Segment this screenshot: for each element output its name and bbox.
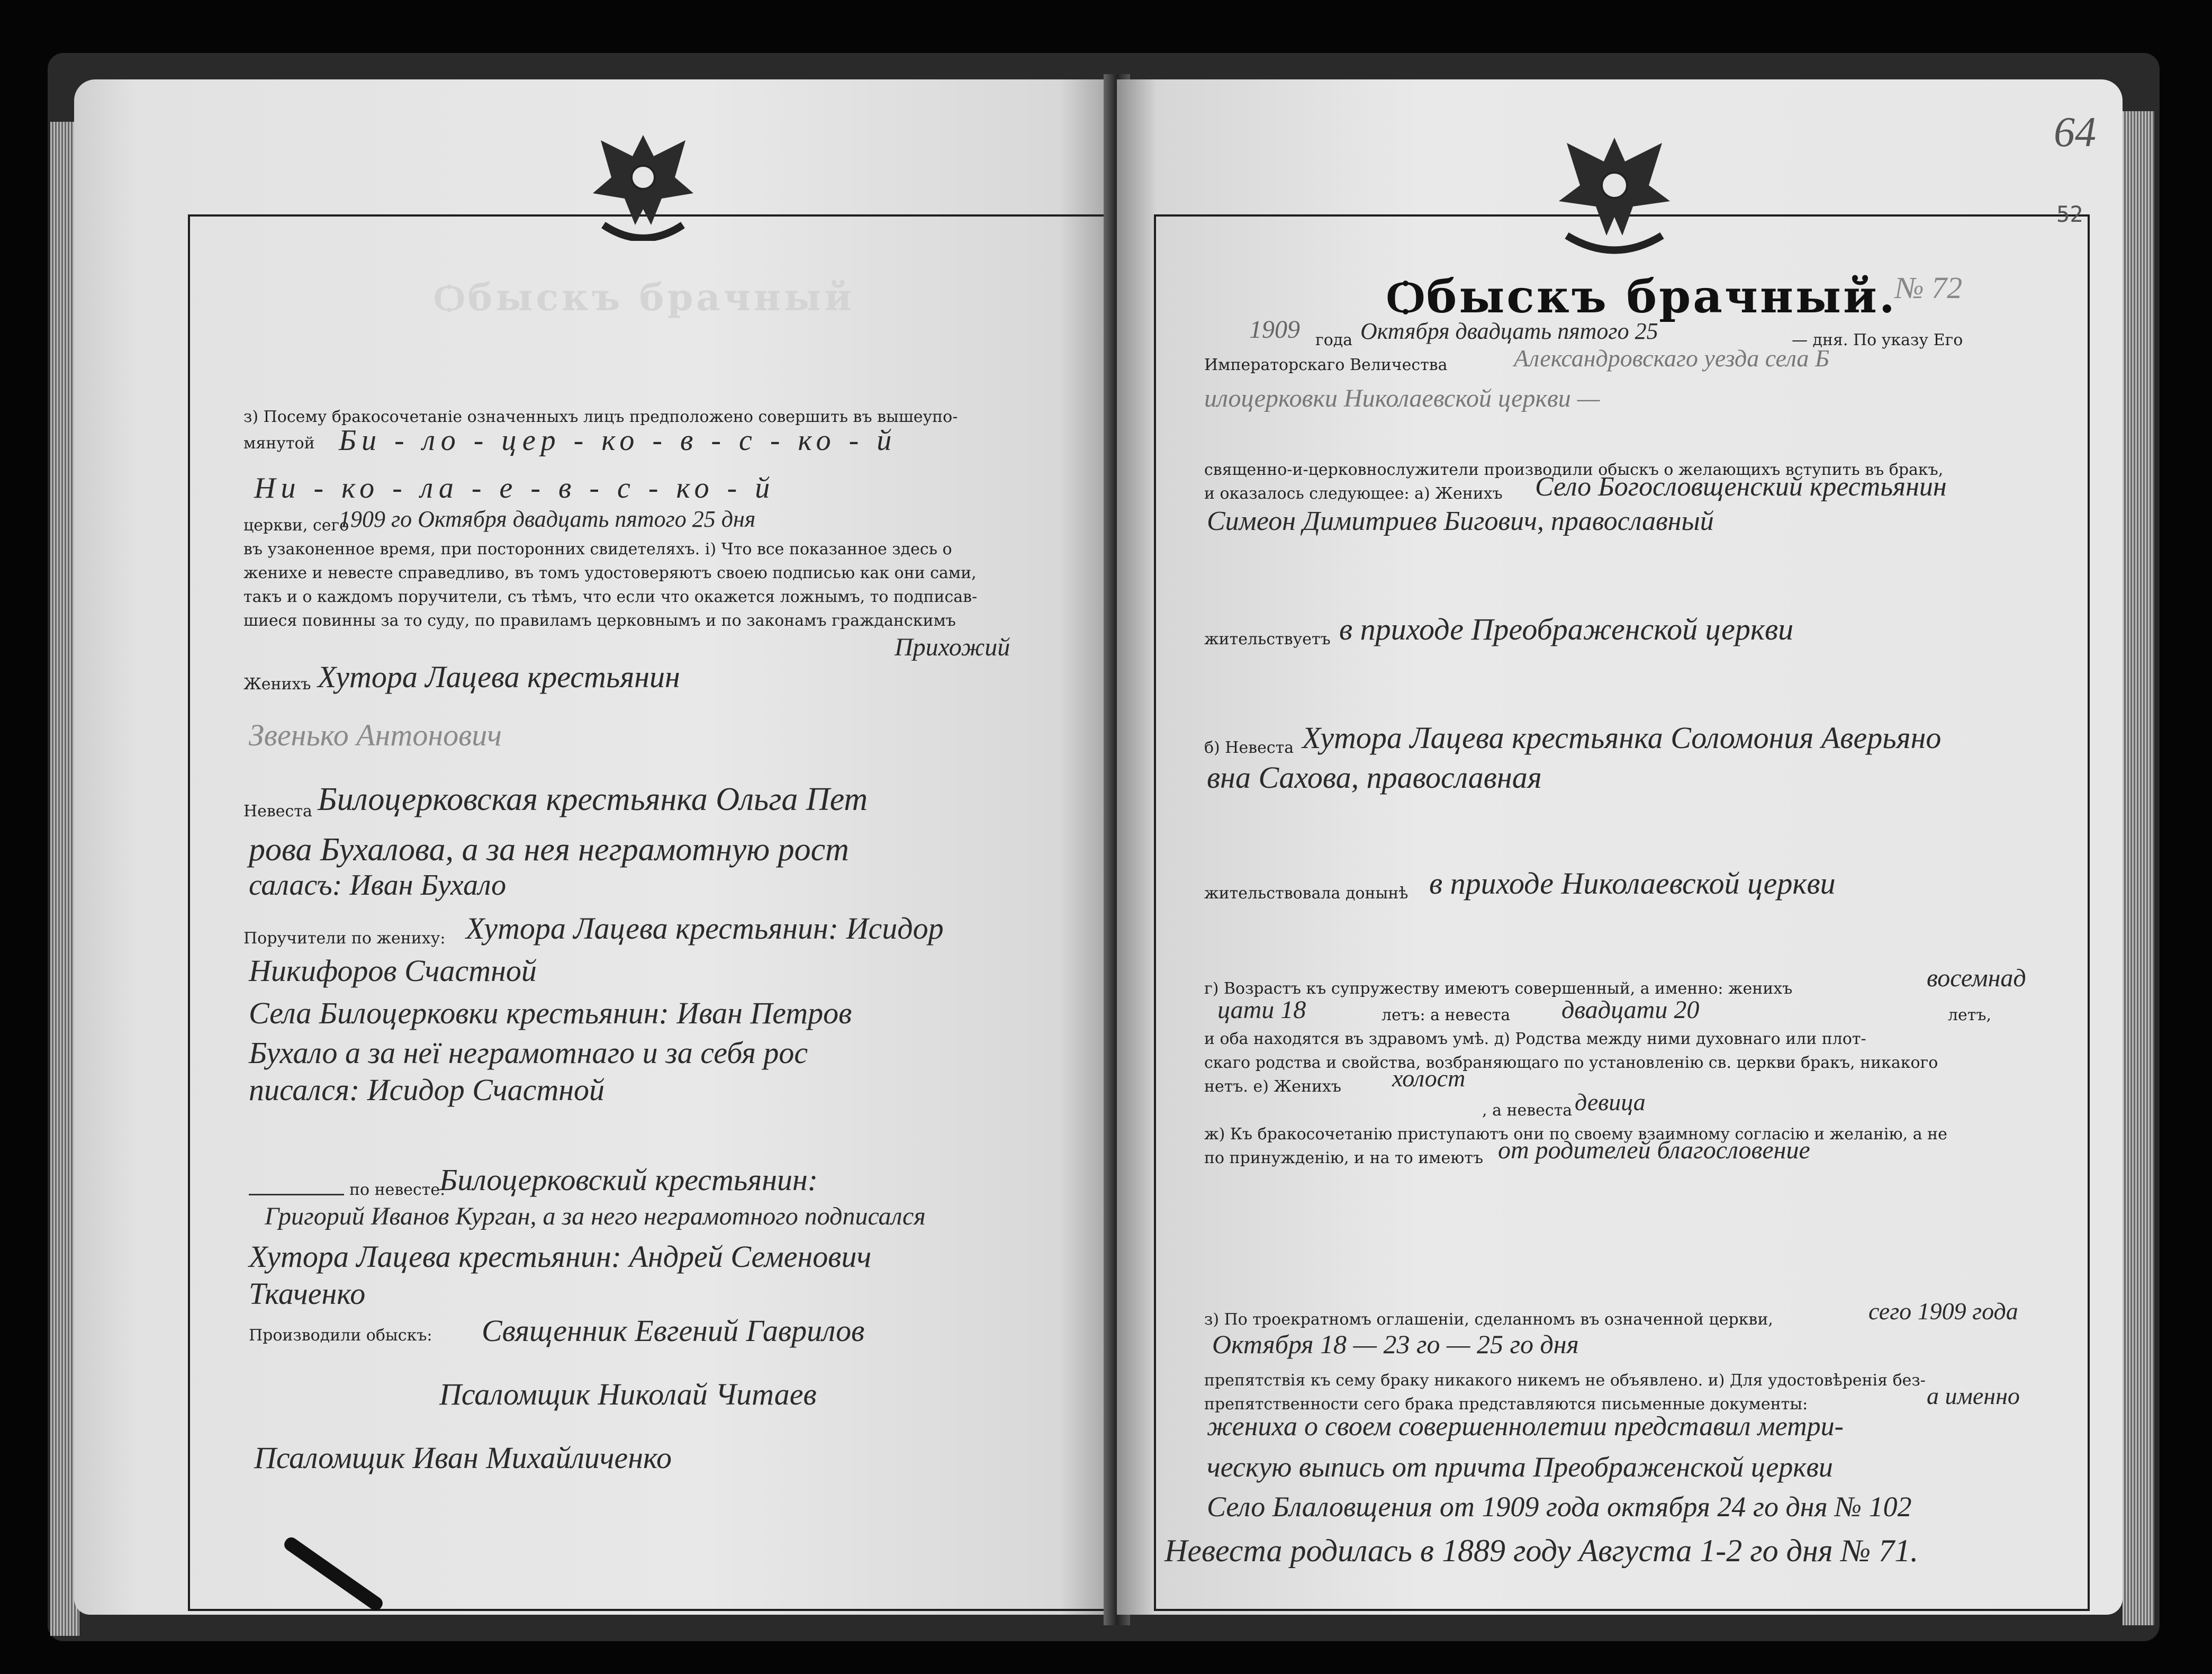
r-consent2-hand: от родителей благословение — [1498, 1136, 1810, 1164]
r-ban4: препятственности сего брака представляются письменные документы: — [1204, 1395, 1808, 1414]
left-guar-hand4: Бухало а за неї неграмотнаго и за себя рос — [249, 1036, 808, 1070]
left-guarb-hand4: Ткаченко — [249, 1276, 366, 1311]
r-consent1: ж) Къ бракосочетанію приступаютъ они по своему взаимному согласію и желанію, а не — [1204, 1125, 1947, 1144]
left-groom-label: Женихъ — [243, 675, 311, 694]
r-groom-hand2: Симеон Димитриев Бигович, православный — [1207, 506, 1714, 536]
r-ban2-hand: Октября 18 — 23 го — 25 го дня — [1212, 1329, 1579, 1359]
r-ban6-hand: ческую выпись от причта Преображенской церкви — [1207, 1451, 1833, 1483]
r-ban5-hand: жениха о своем совершеннолетии представил метри- — [1207, 1411, 1844, 1442]
left-prod-hand3: Псаломщик Иван Михайличенко — [254, 1441, 672, 1475]
left-groom-hand: Хутора Лацева крестьянин — [318, 660, 680, 694]
left-p3-hand: Ни - ко - ла - е - в - с - ко - й — [254, 472, 775, 505]
double-headed-eagle-emblem-icon — [582, 119, 704, 241]
left-bride-hand: Билоцерковская крестьянка Ольга Пет — [318, 781, 868, 817]
r-age2-hand: цати 18 — [1217, 996, 1306, 1024]
left-p4: церкви, сего — [243, 516, 349, 535]
r-residence2-hand: в приходе Николаевской церкви — [1429, 866, 1836, 901]
r-residence-hand: в приходе Преображенской церкви — [1339, 612, 1794, 646]
r-residence-label: жительствуетъ — [1204, 630, 1331, 649]
r-residence2-label: жительствовала донынѣ — [1204, 884, 1409, 903]
r-consent2: по принужденію, и на то имеютъ — [1204, 1149, 1484, 1167]
left-p4-hand: 1909 го Октября двадцать пятого 25 дня — [339, 506, 756, 532]
left-guarb-hand: Билоцерковский крестьянин: — [439, 1163, 818, 1197]
left-guar-hand: Хутора Лацева крестьянин: Исидор — [466, 911, 944, 946]
left-p8: шиеся повинны за то суду, по правиламъ церковнымъ и по законамъ гражданскимъ — [243, 611, 956, 630]
right-page-edges — [2123, 111, 2154, 1625]
r-age1-hand: восемнад — [1927, 964, 2026, 992]
r-age1: г) Возрастъ къ супружеству имеютъ совершенный, а именно: женихъ — [1204, 979, 1793, 998]
r-ban4-hand: а именно — [1927, 1382, 2020, 1409]
record-number: № 72 — [1895, 271, 1963, 305]
r-ban8-hand: Невеста родилась в 1889 году Августа 1-2 го дня № 71. — [1164, 1533, 1919, 1568]
left-guarantors-groom-label: Поручители по жениху: — [243, 929, 446, 948]
r-age2-end: летъ, — [1948, 1006, 1992, 1024]
r-day-label: — дня. По указу Его — [1792, 331, 1963, 349]
r-ban3: препятствія къ сему браку никакого никемъ не объявлено. и) Для удостовѣренія без- — [1204, 1371, 1926, 1390]
r-uezd-hand: Александровскаго уезда села Б — [1514, 345, 1830, 372]
left-guar-hand2: Никифоров Счастной — [249, 953, 537, 988]
left-prod-hand2: Псаломщик Николай Читаев — [439, 1377, 817, 1411]
left-guarb-hand2: Григорий Иванов Курган, а за него неграмотного подписался — [265, 1202, 926, 1230]
document-title: Ѻбыскъ брачный. — [1387, 270, 1897, 323]
r-age4: скаго родства и свойства, возбраняющаго по установленію св. церкви бракъ, никакого — [1204, 1054, 1938, 1072]
left-p5: въ узаконенное время, при посторонних свидетеляхъ. і) Что все показанное здесь о — [243, 540, 952, 559]
left-guarantors-bride-label: по невесте: — [349, 1181, 446, 1199]
r-age6: , а невеста — [1482, 1101, 1573, 1120]
handwritten-folio-number: 64 — [2054, 109, 2096, 156]
left-guarb-rule — [249, 1194, 344, 1195]
left-p1: з) Посему бракосочетаніе означенныхъ лицъ предположено совершить въ вышеупо- — [243, 408, 958, 426]
r-ban1-hand: сего 1909 года — [1868, 1298, 2018, 1325]
left-bleed-through-title: Ѻбыскъ брачный — [434, 275, 855, 319]
left-p7: такъ и о каждомъ поручители, съ тѣмъ, что если что окажется ложнымъ, то подписав- — [243, 588, 978, 606]
r-ban7-hand: Село Блаловщения от 1909 года октября 24 го дня № 102 — [1207, 1491, 1912, 1523]
left-guar-hand3: Села Билоцерковки крестьянин: Иван Петров — [249, 996, 852, 1030]
r-year-hand: 1909 — [1249, 316, 1300, 344]
left-p2: мянутой — [243, 434, 315, 453]
r-majesty: Императорскаго Величества — [1204, 356, 1448, 374]
left-bride-label: Невеста — [243, 802, 312, 821]
r-age3: и оба находятся въ здравомъ умѣ. д) Родства между ними духовнаго или плот- — [1204, 1030, 1866, 1048]
r-ban1: з) По троекратномъ оглашеніи, сделанномъ въ означенной церкви, — [1204, 1310, 1773, 1329]
r-age2: летъ: а невеста — [1382, 1006, 1511, 1024]
r-groom-hand: Село Богословщенский крестьянин — [1535, 472, 1947, 502]
r-bride-label: б) Невеста — [1204, 739, 1294, 757]
left-p8-hand: Прихожий — [895, 633, 1010, 661]
r-bride-hand: Хутора Лацева крестьянка Соломония Аверьяно — [1302, 721, 1942, 755]
printed-page-number: 52 — [2056, 201, 2083, 227]
left-producers-label: Производили обыскъ: — [249, 1326, 432, 1345]
double-headed-eagle-emblem-icon — [1546, 122, 1683, 254]
left-prod-hand: Священник Евгений Гаврилов — [482, 1313, 865, 1348]
left-bride-hand3: саласъ: Иван Бухало — [249, 869, 507, 902]
r-bride-hand2: вна Сахова, православная — [1207, 760, 1542, 795]
left-guarb-hand3: Хутора Лацева крестьянин: Андрей Семенович — [249, 1239, 872, 1274]
r-year-label: года — [1315, 331, 1353, 349]
r-age5: нетъ. е) Женихъ — [1204, 1077, 1341, 1096]
left-p2-hand: Би - ло - цер - ко - в - с - ко - й — [339, 424, 897, 457]
r-church-hand: илоцерковки Николаевской церкви — — [1204, 384, 1600, 412]
r-age2-hand2: двадцати 20 — [1561, 996, 1700, 1024]
r-date-hand: Октября двадцать пятого 25 — [1360, 318, 1658, 344]
r-age6-hand: девица — [1575, 1088, 1646, 1115]
left-p6: женихе и невесте справедливо, въ томъ удостоверяютъ своею подписью как они сами, — [243, 564, 977, 582]
r-clergy: священно-и-церковнослужители производили обыскъ о желающихъ вступить въ бракъ, — [1204, 461, 1944, 479]
r-age5-hand: холост — [1392, 1065, 1466, 1092]
left-bride-hand2: рова Бухалова, а за нея неграмотную рост — [249, 832, 849, 868]
left-groom-signature: Звенько Антонович — [249, 718, 502, 752]
r-groom-label: и оказалось следующее: а) Женихъ — [1204, 484, 1503, 503]
left-guar-hand5: писался: Исидор Счастной — [249, 1073, 604, 1107]
